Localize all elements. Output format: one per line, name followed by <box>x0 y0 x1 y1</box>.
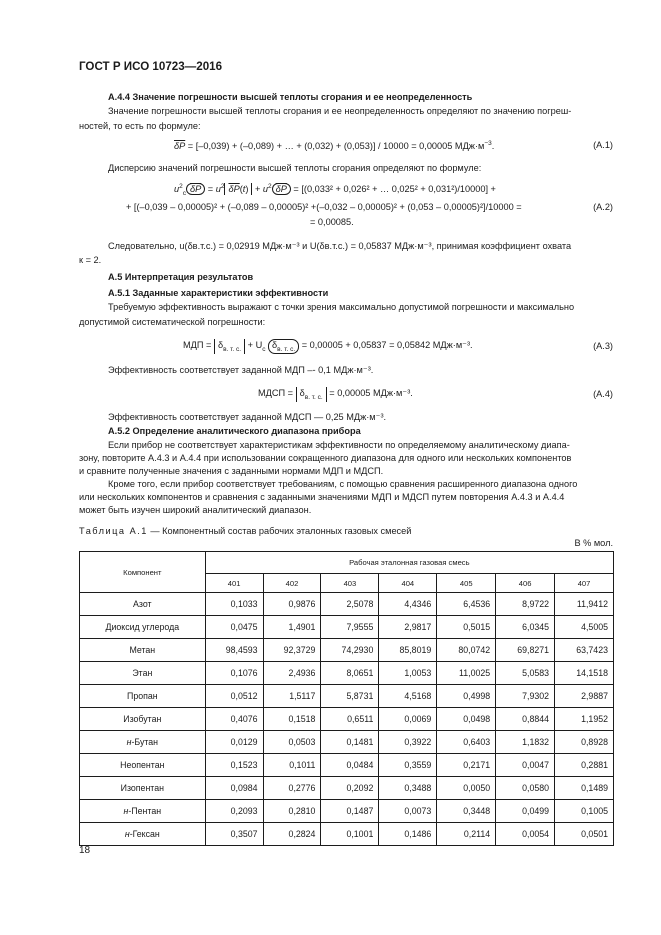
section-a44-heading: А.4.4 Значение погрешности высшей теплоты сгорания и ее неопределенность <box>108 92 473 102</box>
value-cell: 0,8928 <box>555 731 614 754</box>
value-cell: 6,0345 <box>496 616 555 639</box>
paragraph-line: Если прибор не соответствует характеристикам эффективности по определяемому аналитическому диапа- <box>108 440 570 450</box>
value-cell: 0,0580 <box>496 777 555 800</box>
value-cell: 0,3922 <box>379 731 437 754</box>
section-a52-heading: А.5.2 Определение аналитического диапазона прибора <box>108 426 361 436</box>
paragraph-line: ностей, то есть по формуле: <box>79 121 201 131</box>
section-a5-heading: А.5 Интерпретация результатов <box>108 272 254 282</box>
column-group-header: Рабочая эталонная газовая смесь <box>205 552 613 574</box>
value-cell: 0,1518 <box>263 708 321 731</box>
page-number: 18 <box>79 845 91 856</box>
table-caption <box>79 526 411 536</box>
component-name-cell: Пропан <box>80 685 206 708</box>
value-cell: 0,4998 <box>437 685 496 708</box>
value-cell: 0,2114 <box>437 823 496 846</box>
value-cell: 4,5005 <box>555 616 614 639</box>
paragraph-line: к = 2. <box>79 255 102 265</box>
column-header-mixture: 403 <box>321 574 379 593</box>
component-name-cell: н-Гексан <box>80 823 206 846</box>
column-header-mixture: 406 <box>496 574 555 593</box>
value-cell: 0,1005 <box>555 800 614 823</box>
value-cell: 0,3559 <box>379 754 437 777</box>
value-cell: 1,4901 <box>263 616 321 639</box>
paragraph-line: допустимой систематической погрешности: <box>79 317 266 327</box>
value-cell: 11,0025 <box>437 662 496 685</box>
column-header-mixture: 401 <box>205 574 263 593</box>
value-cell: 0,0069 <box>379 708 437 731</box>
component-name-cell: Неопентан <box>80 754 206 777</box>
value-cell: 1,1952 <box>555 708 614 731</box>
value-cell: 0,1489 <box>555 777 614 800</box>
value-cell: 8,0651 <box>321 662 379 685</box>
value-cell: 0,3448 <box>437 800 496 823</box>
equation-a1: $\overline{\delta P} = [-0,039) + (-0,089)$ + … + (0,032) + (0,053)] / 10000 = 0,00005 $МДж\cdot м^{-3}$. <box>174 140 495 152</box>
paragraph-line: Кроме того, если прибор соответствует требованиям, с помощью сравнения расширенного диапазона одного <box>108 479 578 489</box>
equation-a1-lhs: $\overline{\delta P}$ <box>174 141 186 152</box>
value-cell: 7,9555 <box>321 616 379 639</box>
table-row <box>80 823 614 846</box>
paragraph-line: Следовательно, u(δв.т.с.) = 0,02919 МДж·м⁻³ и U(δв.т.с.) = 0,05837 МДж·м⁻³, принимая коэффициент охвата <box>108 241 572 251</box>
value-cell: 80,0742 <box>437 639 496 662</box>
value-cell: 92,3729 <box>263 639 321 662</box>
value-cell: 5,0583 <box>496 662 555 685</box>
value-cell: 2,4936 <box>263 662 321 685</box>
equation-a1-exponent: −3 <box>484 140 492 147</box>
value-cell: 4,5168 <box>379 685 437 708</box>
value-cell: 0,2093 <box>205 800 263 823</box>
component-name-cell: Этан <box>80 662 206 685</box>
equation-number-a1: (А.1) <box>593 140 613 150</box>
equation-number-a2: (А.2) <box>593 202 613 212</box>
value-cell: 11,9412 <box>555 593 614 616</box>
value-cell: 2,9887 <box>555 685 614 708</box>
paragraph-line: может быть изучен широкий аналитический диапазон. <box>79 505 312 515</box>
table-row <box>80 777 614 800</box>
component-name-cell: Метан <box>80 639 206 662</box>
table-caption-text: — Компонентный состав рабочих эталонных газовых смесей <box>147 526 412 536</box>
section-a51-heading: А.5.1 Заданные характеристики эффективности <box>108 288 329 298</box>
value-cell: 63,7423 <box>555 639 614 662</box>
value-cell: 0,4076 <box>205 708 263 731</box>
equation-number-a4: (А.4) <box>593 389 613 399</box>
column-header-mixture: 405 <box>437 574 496 593</box>
value-cell: 0,0512 <box>205 685 263 708</box>
paragraph-line: Значение погрешности высшей теплоты сгорания и ее неопределенность определяют по значению погреш- <box>108 106 572 116</box>
value-cell: 0,1033 <box>205 593 263 616</box>
component-name-cell: Азот <box>80 593 206 616</box>
value-cell: 2,9817 <box>379 616 437 639</box>
value-cell: 0,0501 <box>555 823 614 846</box>
equation-a1-rhs: = [–0,039) + (–0,089) + … + (0,032) + (0,053)] / 10000 = 0,00005 МДж·м <box>185 141 485 152</box>
column-header-mixture: 404 <box>379 574 437 593</box>
value-cell: 1,1832 <box>496 731 555 754</box>
value-cell: 0,0498 <box>437 708 496 731</box>
efficiency-note-2: Эффективность соответствует заданной МДСП — 0,25 МДж·м⁻³. <box>108 412 387 422</box>
component-name-cell: Изопентан <box>80 777 206 800</box>
value-cell: 0,3507 <box>205 823 263 846</box>
value-cell: 0,1001 <box>321 823 379 846</box>
value-cell: 85,8019 <box>379 639 437 662</box>
value-cell: 0,6511 <box>321 708 379 731</box>
paragraph-line: Требуемую эффективность выражают с точки зрения максимально допустимой погрешности и максимально <box>108 302 575 312</box>
equation-a2-line3: = 0,00085. <box>310 217 354 227</box>
value-cell: 0,0073 <box>379 800 437 823</box>
composition-table <box>79 551 614 846</box>
value-cell: 0,2824 <box>263 823 321 846</box>
value-cell: 0,8844 <box>496 708 555 731</box>
value-cell: 1,0053 <box>379 662 437 685</box>
value-cell: 0,0047 <box>496 754 555 777</box>
component-name-cell: н-Пентан <box>80 800 206 823</box>
value-cell: 0,5015 <box>437 616 496 639</box>
table-row <box>80 639 614 662</box>
value-cell: 0,0503 <box>263 731 321 754</box>
value-cell: 0,1481 <box>321 731 379 754</box>
value-cell: 0,9876 <box>263 593 321 616</box>
table-row <box>80 731 614 754</box>
column-header-mixture: 402 <box>263 574 321 593</box>
table-row <box>80 708 614 731</box>
value-cell: 0,0050 <box>437 777 496 800</box>
value-cell: 8,9722 <box>496 593 555 616</box>
table-caption-label: Таблица А.1 <box>79 526 148 536</box>
column-header-component: Компонент <box>80 552 206 593</box>
table-row <box>80 800 614 823</box>
value-cell: 7,9302 <box>496 685 555 708</box>
value-cell: 0,1076 <box>205 662 263 685</box>
table-row <box>80 616 614 639</box>
value-cell: 0,1011 <box>263 754 321 777</box>
value-cell: 0,1523 <box>205 754 263 777</box>
value-cell: 0,1487 <box>321 800 379 823</box>
equation-a4: МДСП = $\delta_{в. т. с.} = 0,00005$ МДж·м⁻³. <box>258 388 413 401</box>
value-cell: 0,0129 <box>205 731 263 754</box>
equation-number-a3: (А.3) <box>593 341 613 351</box>
equation-a2-line1-rhs: = [(0,033² + 0,026² + … 0,025² + 0,031²)/10000] + <box>290 184 496 195</box>
value-cell: 0,2776 <box>263 777 321 800</box>
paragraph-line: или нескольких компонентов и сравнения с заданными значениями МДП и МДСП путем повторения А.4.3 и А.4.4 <box>79 492 565 502</box>
value-cell: 4,4346 <box>379 593 437 616</box>
component-name-cell: Диоксид углерода <box>80 616 206 639</box>
value-cell: 0,2881 <box>555 754 614 777</box>
component-name-cell: н-Бутан <box>80 731 206 754</box>
table-row <box>80 593 614 616</box>
value-cell: 5,8731 <box>321 685 379 708</box>
value-cell: 2,5078 <box>321 593 379 616</box>
component-name-cell: Изобутан <box>80 708 206 731</box>
value-cell: 0,6403 <box>437 731 496 754</box>
value-cell: 0,2810 <box>263 800 321 823</box>
equation-a2-line1: $u^2_c$ $\overline{\delta P} = u^2$ $\overline{\delta P}(t) + u^2$ $\overline{\delta P} = [(0,033^2 + 0,026^2$ + … 0,025² + 0,031²)/10000] + <box>174 183 496 197</box>
paragraph-line: и сравните полученные значения с заданными нормами МДП и МДСП. <box>79 466 384 476</box>
value-cell: 0,3488 <box>379 777 437 800</box>
paragraph-line: Дисперсию значений погрешности высшей теплоты сгорания определяют по формуле: <box>108 163 482 173</box>
equation-a2-line2: + [(–0,039 – 0,00005)² + (–0,089 – 0,00005)² +(–0,032 – 0,00005)² + (0,053 – 0,00005)²]/10000 = <box>126 202 522 212</box>
value-cell: 0,0054 <box>496 823 555 846</box>
value-cell: 0,0499 <box>496 800 555 823</box>
value-cell: 6,4536 <box>437 593 496 616</box>
document-header: ГОСТ Р ИСО 10723—2016 <box>79 60 223 73</box>
value-cell: 0,0984 <box>205 777 263 800</box>
efficiency-note-1: Эффективность соответствует заданной МДП –- 0,1 МДж·м⁻³. <box>108 365 374 375</box>
value-cell: 1,5117 <box>263 685 321 708</box>
table-row <box>80 662 614 685</box>
paragraph-line: зону, повторите А.4.3 и А.4.4 при использовании сокращенного диапазона для одного или нескольких компонентов <box>79 453 572 463</box>
value-cell: 74,2930 <box>321 639 379 662</box>
table-row <box>80 685 614 708</box>
value-cell: 98,4593 <box>205 639 263 662</box>
table-units: В % мол. <box>574 538 613 548</box>
value-cell: 0,0484 <box>321 754 379 777</box>
table-row <box>80 754 614 777</box>
value-cell: 0,2171 <box>437 754 496 777</box>
equation-a3: МДП = $\delta_{в. т. с.} + U_c$ $\delta_{в. т. с.} = 0,00005 + 0,05837 = 0,05842$ МДж·м⁻³. <box>183 340 473 353</box>
value-cell: 0,1486 <box>379 823 437 846</box>
value-cell: 0,0475 <box>205 616 263 639</box>
value-cell: 14,1518 <box>555 662 614 685</box>
value-cell: 69,8271 <box>496 639 555 662</box>
value-cell: 0,2092 <box>321 777 379 800</box>
column-header-mixture: 407 <box>555 574 614 593</box>
